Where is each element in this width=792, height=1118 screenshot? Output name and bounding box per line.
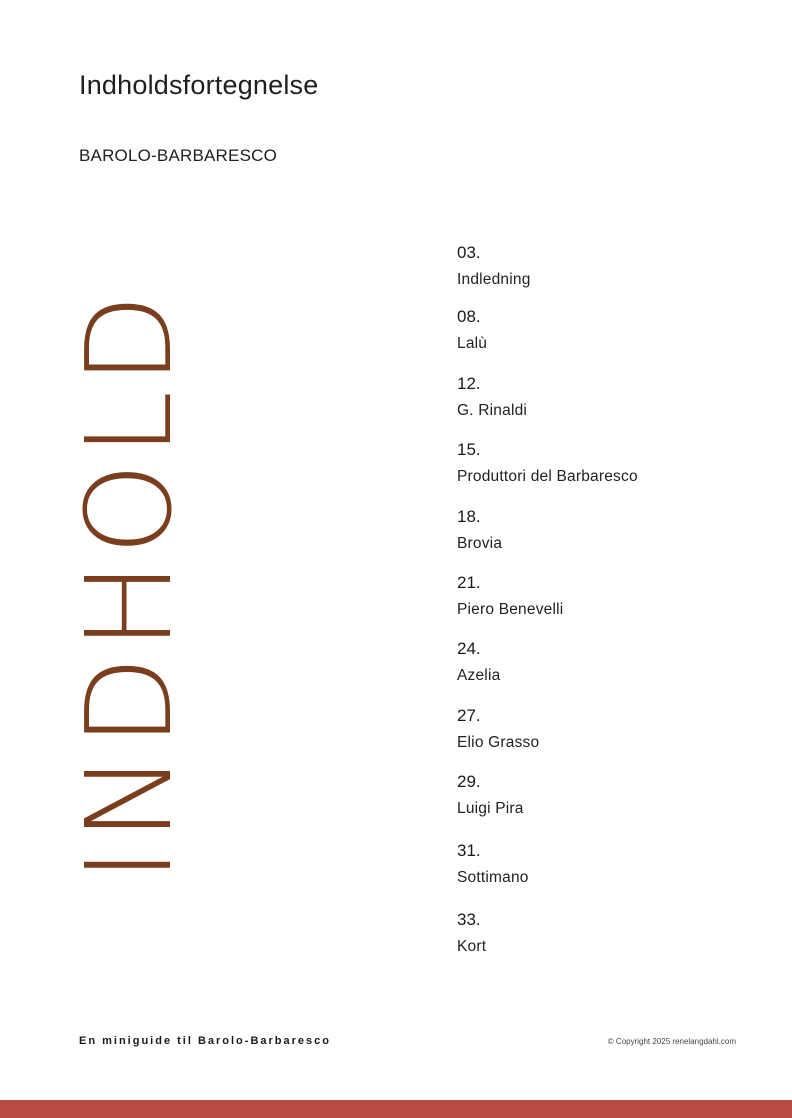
side-word-container (60, 287, 198, 882)
toc-page-number: 31. (457, 841, 481, 860)
toc-page-number: 24. (457, 639, 481, 658)
page-title: Indholdsfortegnelse (79, 70, 319, 100)
toc-item[interactable] (457, 771, 524, 819)
toc-item[interactable] (457, 506, 502, 554)
toc-label: Lalù (457, 335, 488, 352)
toc-label: Brovia (457, 535, 503, 552)
toc-item[interactable] (457, 705, 539, 753)
toc-label: Indledning (457, 271, 531, 288)
toc-item[interactable] (457, 638, 500, 686)
toc-page-number: 08. (457, 307, 481, 326)
toc-item[interactable] (457, 572, 563, 620)
footer-guide-title: En miniguide til Barolo-Barbaresco (79, 1035, 331, 1047)
toc-label: Sottimano (457, 869, 529, 886)
toc-page-number: 27. (457, 706, 481, 725)
toc-item[interactable] (457, 439, 638, 487)
toc-label: Kort (457, 938, 487, 955)
toc-page-number: 29. (457, 772, 481, 791)
toc-item[interactable] (457, 909, 486, 957)
toc-page-number: 15. (457, 440, 481, 459)
toc-page-number: 21. (457, 573, 481, 592)
toc-item[interactable] (457, 242, 531, 290)
page-subtitle: BAROLO-BARBARESCO (79, 146, 278, 165)
toc-label: Luigi Pira (457, 800, 524, 817)
side-word: INDHOLD (60, 287, 198, 882)
toc-page-number: 12. (457, 374, 481, 393)
toc-item[interactable] (457, 840, 529, 888)
toc-label: Azelia (457, 667, 501, 684)
bottom-accent-bar (0, 1100, 792, 1118)
toc-label: Piero Benevelli (457, 601, 564, 618)
toc-item[interactable] (457, 306, 487, 354)
toc-page-number: 18. (457, 507, 481, 526)
toc-label: Produttori del Barbaresco (457, 468, 638, 485)
toc-label: Elio Grasso (457, 734, 540, 751)
toc-label: G. Rinaldi (457, 402, 528, 419)
toc-item[interactable] (457, 373, 527, 421)
toc-page-number: 03. (457, 243, 481, 262)
toc-page-number: 33. (457, 910, 481, 929)
footer-copyright: © Copyright 2025 renelangdahl.com (607, 1037, 736, 1046)
